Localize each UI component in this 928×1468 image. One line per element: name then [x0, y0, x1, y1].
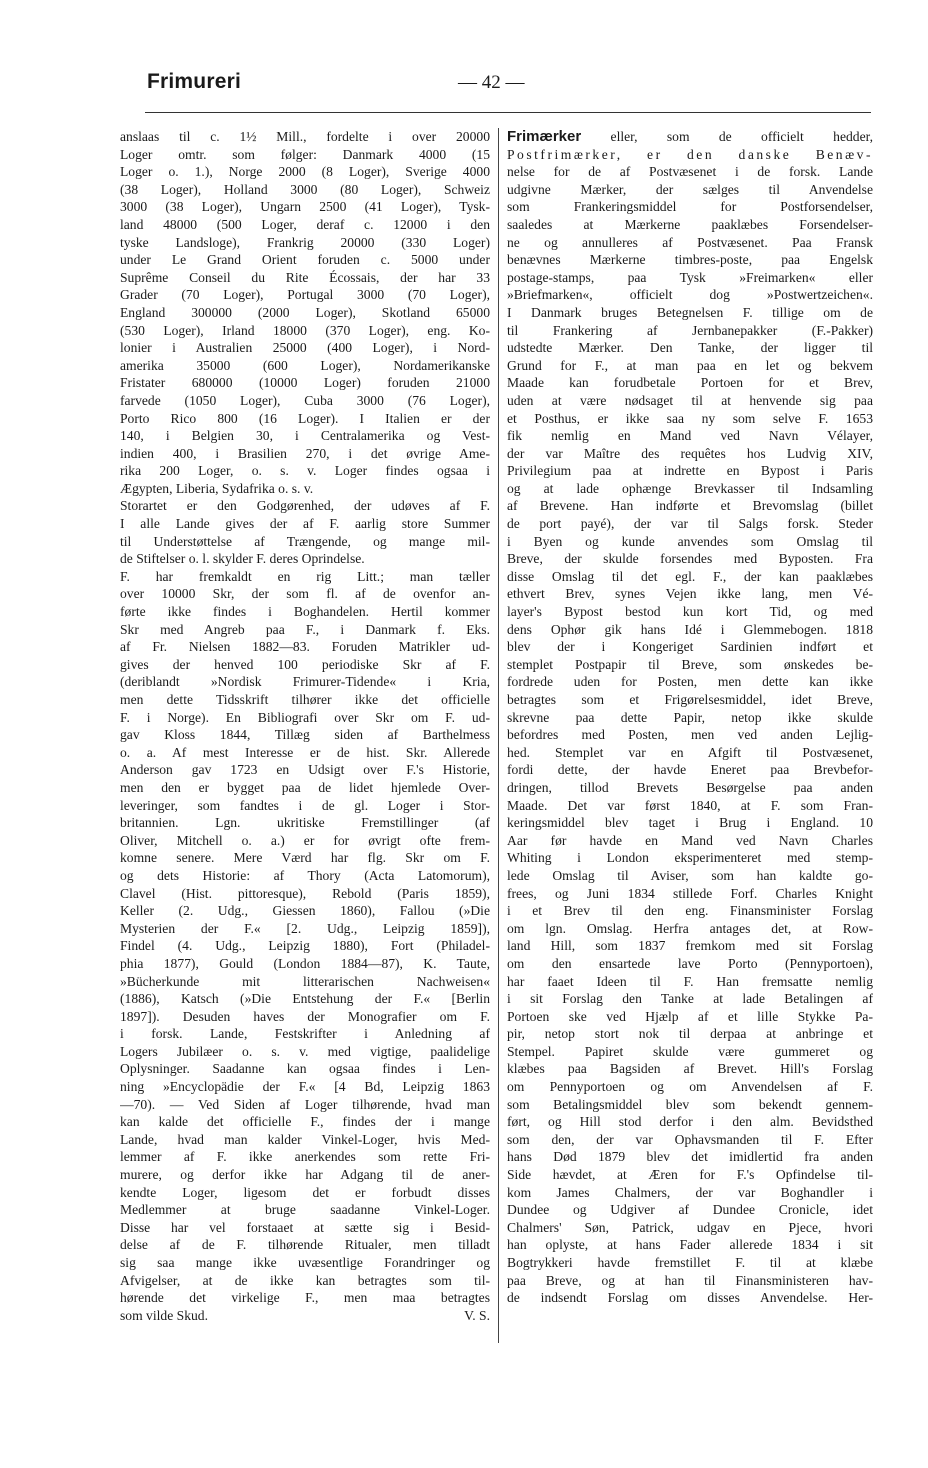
text-line: som den, der var Ophavsmanden til F. Efter — [507, 1131, 873, 1147]
text-line: pir, netop stort nok til derpaa at anbringe et — [507, 1026, 873, 1042]
text-line: 3000 (38 Loger), Ungarn 2500 (41 Loger), Tysk- — [120, 199, 490, 215]
text-line: skrevne paa dette Papir, netop ikke skulde — [507, 709, 873, 725]
text-line: Bogtrykkeri havde fremstillet F. til at klæbe — [507, 1255, 873, 1270]
text-line: men den er bygget paa de lidet hjemlede Over- — [120, 779, 490, 795]
text-line: Findel (4. Udg., Leipzig 1880), Fort (Philadel- — [120, 938, 490, 954]
text-line: de port payé), der var til Salgs forsk. Steder — [507, 516, 873, 532]
page-number: — 42 — — [458, 72, 525, 93]
text-line: Grader (70 Loger), Portugal 3000 (70 Loger), — [120, 287, 490, 303]
text-line: et Posthus, er ikke saa ny som selve F. 1653 — [507, 410, 873, 426]
text-line: Maade. Det var først 1840, at F. som Fran- — [507, 797, 873, 813]
text-line: paa Breve, og at han til Finansministeren hav- — [507, 1272, 873, 1288]
text-line: Fristater 680000 (10000 Loger) foruden 21000 — [120, 375, 490, 391]
text-line: Chalmers' Søn, Patrick, udgav en Pjece, hvori — [507, 1219, 873, 1235]
right-column — [507, 128, 873, 1307]
text-line: og dets Historie: af Thory (Acta Latomorum), — [120, 867, 490, 883]
text-line: Side hævdet, at Æren for F.'s Opfindelse til- — [507, 1167, 873, 1183]
text-line: Oplysninger. Saadanne kan ogsaa findes i Len- — [120, 1061, 490, 1077]
text-line: (38 Loger), Holland 3000 (80 Loger), Schweiz — [120, 181, 490, 197]
text-line: Postfrimærker, er den danske Benæv- — [507, 146, 873, 162]
text-line: delse af de F. tilhørende Ritualer, men tilladt — [120, 1237, 490, 1253]
text-line: dens Ophør gik hans Idé i Glemmebogen. 1818 — [507, 621, 873, 637]
text-line: »Bücherkunde mit litterarischen Nachweisen« — [120, 973, 490, 989]
text-line: han oplyste, at hans Fader allerede 1834 i sit — [507, 1237, 873, 1253]
text-line: farvede (1050 Loger), Cuba 3000 (76 Loger), — [120, 392, 490, 408]
text-line: tyske Landsloge), Frankrig 20000 (330 Loger) — [120, 234, 490, 250]
text-line: Suprême Conseil du Rite Écossais, der har 33 — [120, 269, 490, 285]
text-line: Maade kan forudbetale Portoen for et Brev, — [507, 375, 873, 391]
text-line: om Pennyportoen og om Anvendelsen af F. — [507, 1079, 873, 1095]
text-line: 1897]). Desuden haves der Monografier om F. — [120, 1008, 490, 1024]
text-line: Breve, der skulde forsendes med Byposten. Fra — [507, 551, 873, 567]
text-line: om lgn. Omslag. Herfra antages det, at Row- — [507, 920, 873, 936]
text-line: blev der i Kongeriget Sardinien indført et — [507, 639, 873, 655]
text-line: førte ikke findes i Boghandelen. Hertil kommer — [120, 604, 490, 620]
text-line: under Le Grand Orient foruden c. 5000 under — [120, 252, 490, 268]
text-line: Whiting i London eksperimenteret med stemp- — [507, 850, 873, 866]
text-line: Disse har vel forstaaet at sætte sig i Besid- — [120, 1219, 490, 1235]
text-line: uden at være nødsaget til at henvende sig paa — [507, 392, 873, 408]
text-line: Ægypten, Liberia, Sydafrika o. s. v. — [120, 480, 314, 496]
text-line: Clavel (Hist. pittoresque), Rebold (Paris 1859), — [120, 885, 490, 901]
text-line: til Understøttelse af Trængende, og mange mil- — [120, 533, 490, 549]
text-line: komne senere. Mere Værd har flg. Skr om F. — [120, 850, 490, 866]
text-line: har faaet Ideen til F. Han fremsatte nemlig — [507, 973, 873, 989]
text-line: hørende det virkelige F., men maa betragtes — [120, 1290, 490, 1306]
text-line: de indsendt Forslag om disses Anvendelse. Her- — [507, 1290, 873, 1306]
text-line: Privilegium paa at indrette en Bypost i Paris — [507, 463, 873, 479]
text-line: Anderson gav 1723 en Udsigt over F.'s Historie, — [120, 762, 490, 778]
text-line: over 10000 Skr, der som fl. af de ovenfor an- — [120, 586, 490, 602]
text-line: Mysterien der F.« [2. Udg., Leipzig 1859]), — [120, 920, 490, 936]
text-line: (deriblandt »Nordisk Frimurer-Tidende« i Kria, — [120, 674, 490, 690]
text-line: nelse for de af Postvæsenet i de forsk. Lande — [507, 164, 873, 180]
text-line: i forsk. Lande, Festskrifter i Anledning af — [120, 1026, 490, 1042]
text-line: ethvert Brev, synes Vejen ikke lang, men Vé- — [507, 586, 873, 602]
text-line: amerika 35000 (600 Loger), Nordamerikanske — [120, 357, 490, 373]
text-line: Medlemmer at bruge saadanne Vinkel-Loger. — [120, 1202, 490, 1218]
text-line: kom James Chalmers, der var Boghandler i — [507, 1184, 873, 1200]
text-line: sig saa mange ikke uvæsentlige Forandringer og — [120, 1255, 490, 1270]
author-signature: V. S. — [464, 1307, 490, 1323]
text-line: rika 200 Loger, o. s. v. Loger findes ogsaa i — [120, 463, 490, 479]
text-line: fordrede uden for Posten, men dette kan ikke — [507, 674, 873, 690]
text-line: ning »Encyclopädie der F.« [4 Bd, Leipzig 1863 — [120, 1079, 490, 1095]
text-line: lemmer af F. ikke anerkendes som rette Fri- — [120, 1149, 490, 1165]
text-line: lonier i Australien 25000 (400 Loger), i Nord- — [120, 340, 490, 356]
text-line: lede Omslag til Aviser, som han kaldte go- — [507, 867, 873, 883]
text-line: udgivne Mærker, der sælges til Anvendelse — [507, 181, 873, 197]
text-line: ført, og Hill stod derfor i den alm. Bevidsthed — [507, 1114, 873, 1130]
text-line: —70). — Ved Siden af Loger tilhørende, hvad man — [120, 1096, 490, 1112]
text-line: land 48000 (500 Loger, deraf c. 12000 i den — [120, 216, 490, 232]
text-line: Aar før havde en Mand ved Navn Charles — [507, 832, 873, 848]
text-line: land Hill, som 1837 fremkom med sit Forslag — [507, 938, 873, 954]
text-line: frees, og Juni 1834 stillede Forf. Charles Knight — [507, 885, 873, 901]
text-line: Skr med Angreb paa F., i Danmark f. Eks. — [120, 621, 490, 637]
text-line: disse Omslag til det egl. F., der kan paaklæbes — [507, 568, 873, 584]
text-line: i et Brev til den eng. Finansminister Forslag — [507, 903, 873, 919]
text-line: som Frankeringsmiddel for Postforsendelser, — [507, 199, 873, 215]
text-line: keringsmiddel blev taget i Brug i England. 10 — [507, 815, 873, 831]
text-line: ne og annulleres af Postvæsenet. Paa Fransk — [507, 234, 873, 250]
text-line: som Betalingsmiddel blev som bekendt gennem- — [507, 1096, 873, 1112]
text-line: hans Død 1879 blev det imidlertid fra anden — [507, 1149, 873, 1165]
text-line: betragtes som et Frigørelsesmiddel, idet Breve, — [507, 692, 873, 707]
text-line: Oliver, Mitchell o. a.) er for øvrigt ofte frem- — [120, 832, 490, 848]
text-line: postage-stamps, paa Tysk »Freimarken« eller — [507, 269, 873, 285]
text-line: (1886), Katsch (»Die Entstehung der F.« [Berlin — [120, 991, 490, 1007]
text-line: »Briefmarken«, officielt dog »Postwertzeichen«. — [507, 287, 873, 303]
text-line: indien 400, i Brasilien 270, i det øvrige Ame- — [120, 445, 490, 461]
text-line: o. a. Af mest Interesse er de hist. Skr. Allerede — [120, 744, 490, 760]
text-line: Afvigelser, at de ikke kan betragtes som til- — [120, 1272, 490, 1288]
text-line: 140, i Belgien 30, i Centralamerika og Vest- — [120, 428, 490, 444]
text-line: Portoen ske ved Hjælp af et lille Stykke Pa- — [507, 1008, 873, 1024]
text-line: I alle Lande gives der af F. aarlig store Summer — [120, 516, 490, 532]
text-line: Loger omtr. som følger: Danmark 4000 (15 — [120, 146, 490, 162]
text-line: kan kalde det officielle F., findes der i mange — [120, 1114, 490, 1130]
text-line: dringen, tillod Brevets Besørgelse paa anden — [507, 779, 873, 795]
text-line: Dundee og Udgiver af Dundee Cronicle, idet — [507, 1202, 873, 1218]
text-line: om den ensartede lave Porto (Pennyportoen), — [507, 955, 873, 971]
text-line: Porto Rico 800 (16 Loger). I Italien er der — [120, 410, 490, 426]
text-line: som vilde Skud. V. S. — [120, 1307, 490, 1323]
text-line: (530 Loger), Irland 18000 (370 Loger), eng. Ko- — [120, 322, 490, 338]
text-line: fik nemlig en Mand ved Navn Vélayer, — [507, 428, 873, 444]
text-line: kendte Loger, ligesom det er forbudt disses — [120, 1184, 490, 1200]
text-line: britannien. Lgn. ukritiske Fremstillinger (af — [120, 815, 490, 831]
text-line: F. i Norge). En Bibliografi over Skr om F. ud- — [120, 709, 490, 725]
page-header — [0, 70, 928, 100]
text-line: Keller (2. Udg., Giessen 1860), Fallou (»Die — [120, 903, 490, 919]
left-column — [120, 128, 490, 1324]
text-line — [507, 128, 873, 146]
text-line: hed. Stemplet var en Afgift til Postvæsenet, — [507, 744, 873, 760]
text-line: de Stiftelser o. l. skylder F. deres Oprindelse. — [120, 551, 365, 567]
text-line: I Danmark bruges Betegnelsen F. tillige om de — [507, 304, 873, 320]
text-line: layer's Bypost bestod kun kort Tid, og med — [507, 604, 873, 620]
text-line: saaledes at Mærkerne paaklæbes Forsendelser- — [507, 216, 873, 232]
text-line: fordi dette, der havde Eneret paa Brevbefor- — [507, 762, 873, 778]
text-line: leveringer, som fandtes i de gl. Loger i Stor- — [120, 797, 490, 813]
text-line: phia 1877), Gould (London 1884—87), K. Taute, — [120, 955, 490, 971]
text-line: England 300000 (2000 Loger), Skotland 65000 — [120, 304, 490, 320]
text-line: Grund for F., at man paa en let og bekvem — [507, 357, 873, 373]
text-line: gav Kloss 1844, Tillæg siden af Barthelmess — [120, 727, 490, 743]
text-line: murere, og derfor ikke har Adgang til de aner- — [120, 1167, 490, 1183]
entry-headword: Frimærker — [507, 128, 582, 145]
text-line: af Brevene. Han indførte et Brevomslag (billet — [507, 498, 873, 514]
text-line: Stempel. Papiret skulde være gummeret og — [507, 1043, 873, 1059]
text-line: befordres med Posten, men ved anden Lejlig- — [507, 727, 873, 743]
text-line: Logers Jubilæer o. s. v. med vigtige, paalidelige — [120, 1043, 490, 1059]
text-line: der var Maître des requêtes hos Ludvig XIV, — [507, 445, 873, 461]
text-line: gives der henved 100 periodiske Skr af F. — [120, 656, 490, 672]
text-line: anslaas til c. 1½ Mill., fordelte i over 20000 — [120, 129, 490, 144]
text-line: udstedte Mærker. Den Tanke, der ligger til — [507, 340, 873, 356]
text-line: F. har fremkaldt en rig Litt.; man tæller — [120, 568, 490, 584]
text-line: Loger o. 1.), Norge 2000 (8 Loger), Sverige 4000 — [120, 164, 490, 180]
running-head: Frimureri — [147, 70, 241, 93]
text-line: benævnes Mærkerne timbres-poste, paa Engelsk — [507, 252, 873, 268]
text-line: Storartet er den Godgørenhed, der udøves af F. — [120, 498, 490, 514]
text-line: i sit Forslag den Tanke at lade Betalingen af — [507, 991, 873, 1007]
text-line: til Frankering af Jernbanepakker (F.-Pakker) — [507, 322, 873, 338]
column-divider — [498, 128, 499, 1343]
text-line: klæbes paa Bagsiden af Brevet. Hill's Forslag — [507, 1061, 873, 1077]
text-line: og at lade ophænge Brevkasser til Indsamling — [507, 480, 873, 496]
header-rule — [145, 112, 871, 113]
text-line: af Fr. Nielsen 1882—83. Foruden Matrikler ud- — [120, 639, 490, 655]
text-line: i Byen og kunde anvendes som Omslag til — [507, 533, 873, 549]
text-line: men dette Tidsskrift tilhører ikke det officielle — [120, 692, 490, 707]
text-line: Lande, hvad man kalder Vinkel-Loger, hvis Med- — [120, 1131, 490, 1147]
text-line: stemplet Postpapir til Breve, som ønskedes be- — [507, 656, 873, 672]
text-fragment: eller, som de officielt hedder, — [581, 129, 873, 144]
